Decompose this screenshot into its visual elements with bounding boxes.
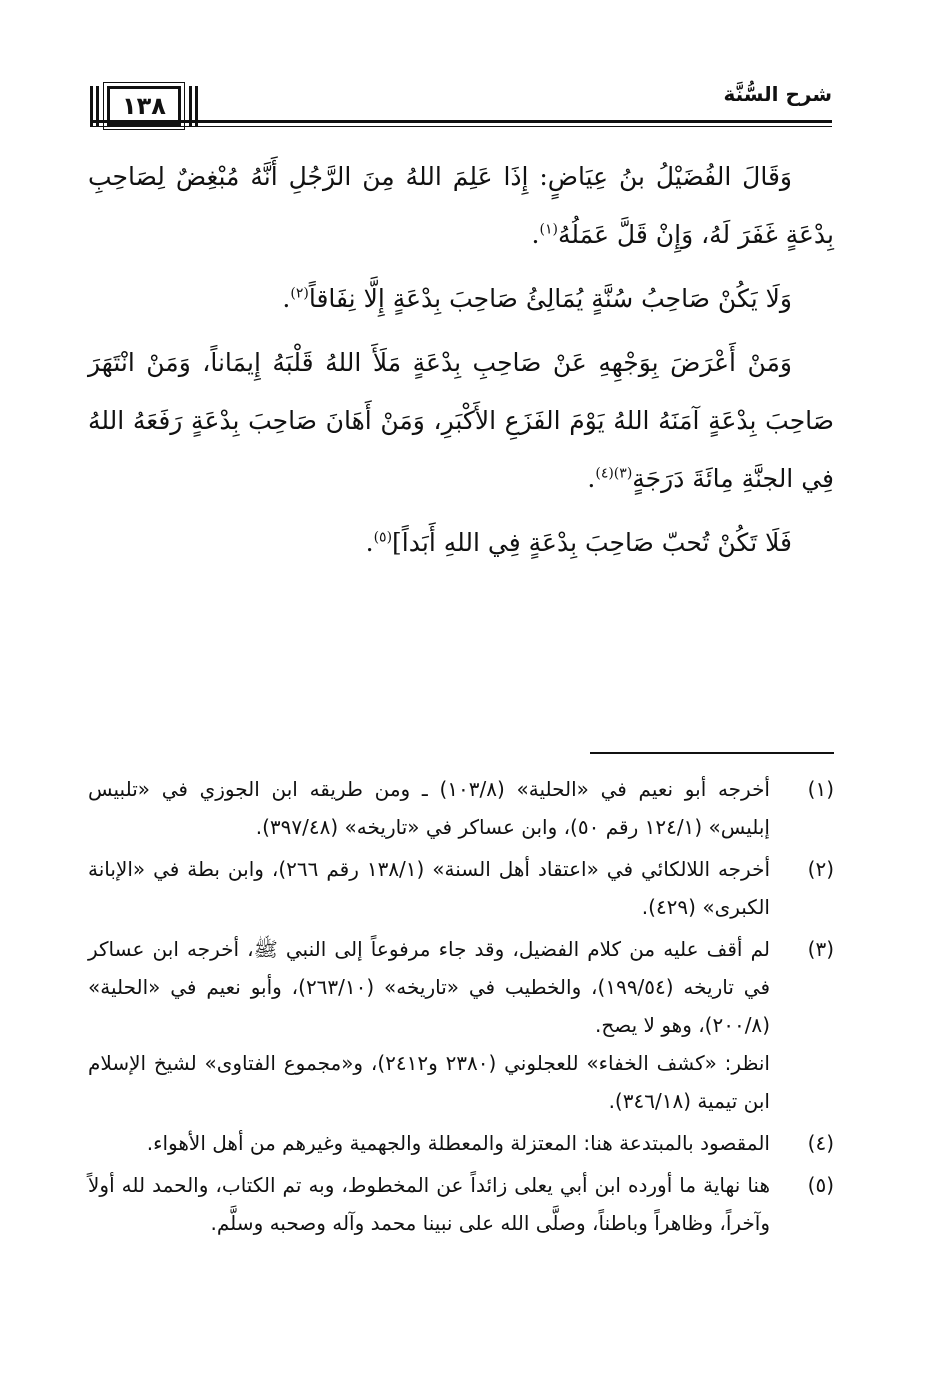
footnote-4 [88,1124,834,1162]
footnote-text: أخرجه أبو نعيم في «الحلية» (١٠٣/٨) ـ ومن طريقه ابن الجوزي في «تلبيس إبليس» (١٢٤/١ رقم ٥٠)، وابن عساكر في «تاريخه» (٣٩٧/٤٨). [88,777,770,839]
paragraph-1 [88,148,834,264]
footnote-ref-2: (٢) [290,285,309,302]
footnotes [88,770,834,1246]
footnote-5 [88,1166,834,1242]
page-number: ١٣٨ [107,86,181,126]
footnote-ref-1: (١) [539,221,558,238]
footnote-number: (١) [807,777,834,801]
running-title: شرح السُّنَّة [723,82,832,106]
paragraph-2 [88,270,834,328]
footnote-text: انظر: «كشف الخفاء» للعجلوني (٢٣٨٠ و٢٤١٢)، و«مجموع الفتاوى» لشيخ الإسلام ابن تيمية (٣٤٦/١٨). [88,1051,770,1113]
end-mark: . [365,528,374,557]
footnote-2 [88,850,834,926]
footnote-separator [590,752,834,754]
page-header [90,74,832,134]
paragraph-1-text: وَقَالَ الفُضَيْلُ بنُ عِيَاضٍ: إِذَا عَلِمَ اللهُ مِنَ الرَّجُلِ أَنَّهُ مُبْغِضٌ لِصَاحِبِ بِدْعَةٍ غَفَرَ لَهُ، وَإِنْ قَلَّ عَمَلُهُ [88,162,834,249]
end-mark: . [587,464,596,493]
footnote-body [88,930,770,1120]
footnote-text: المقصود بالمبتدعة هنا: المعتزلة والمعطلة والجهمية وغيرهم من أهل الأهواء. [146,1131,770,1155]
footnote-body [88,1124,770,1162]
footnote-number: (٣) [807,937,834,961]
paragraph-3 [88,334,834,508]
paragraph-2-text: وَلَا يَكُنْ صَاحِبُ سُنَّةٍ يُمَالِئُ صَاحِبَ بِدْعَةٍ إِلَّا نِفَاقاً [308,284,792,313]
footnote-text: لم أقف عليه من كلام الفضيل، وقد جاء مرفوعاً إلى النبي ﷺ، أخرجه ابن عساكر في تاريخه (١٩٩/٥٤)، والخطيب في «تاريخه» (٢٦٣/١٠)، وأبو نعيم في «الحلية» (٢٠٠/٨)، وهو لا يصح. [88,937,771,1037]
paragraph-3-text: وَمَنْ أَعْرَضَ بِوَجْهِهِ عَنْ صَاحِبِ بِدْعَةٍ مَلَأَ اللهُ قَلْبَهُ إِيمَاناً، وَمَنْ انْتَهَرَ صَاحِبَ بِدْعَةٍ آمَنَهُ اللهُ يَوْمَ الفَزَعِ الأَكْبَرِ، وَمَنْ أَهَانَ صَاحِبَ بِدْعَةٍ رَفَعَهُ اللهُ فِي الجنَّةِ مِائَةَ دَرَجَةٍ [88,348,834,493]
footnote-body [88,850,770,926]
footnote-number: (٢) [807,857,834,881]
paragraph-4-text: فَلَا تَكُنْ تُحبّ صَاحِبَ بِدْعَةٍ فِي اللهِ أَبَداً] [392,528,792,557]
footnote-number: (٤) [807,1131,834,1155]
footnote-text: هنا نهاية ما أورده ابن أبي يعلى زائداً عن المخطوط، وبه تم الكتاب، والحمد لله أولاً وآخراً، وظاهراً وباطناً، وصلَّى الله على نبينا محمد وآله وصحبه وسلَّم. [88,1173,770,1235]
footnote-ref-3-4: (٣)(٤) [595,465,633,482]
footnote-ref-5: (٥) [373,529,393,546]
footnote-body [88,770,770,846]
main-text [88,148,834,572]
footnote-number: (٥) [807,1173,834,1197]
end-mark: . [531,220,540,249]
end-mark: . [282,284,291,313]
footnote-3 [88,930,834,1120]
footnote-1 [88,770,834,846]
paragraph-4 [88,514,834,572]
header-rule [90,120,832,127]
footnote-body [88,1166,770,1242]
footnote-text: أخرجه اللالكائي في «اعتقاد أهل السنة» (١٣٨/١ رقم ٢٦٦)، وابن بطة في «الإبانة الكبرى» (٤٢٩). [88,857,770,919]
